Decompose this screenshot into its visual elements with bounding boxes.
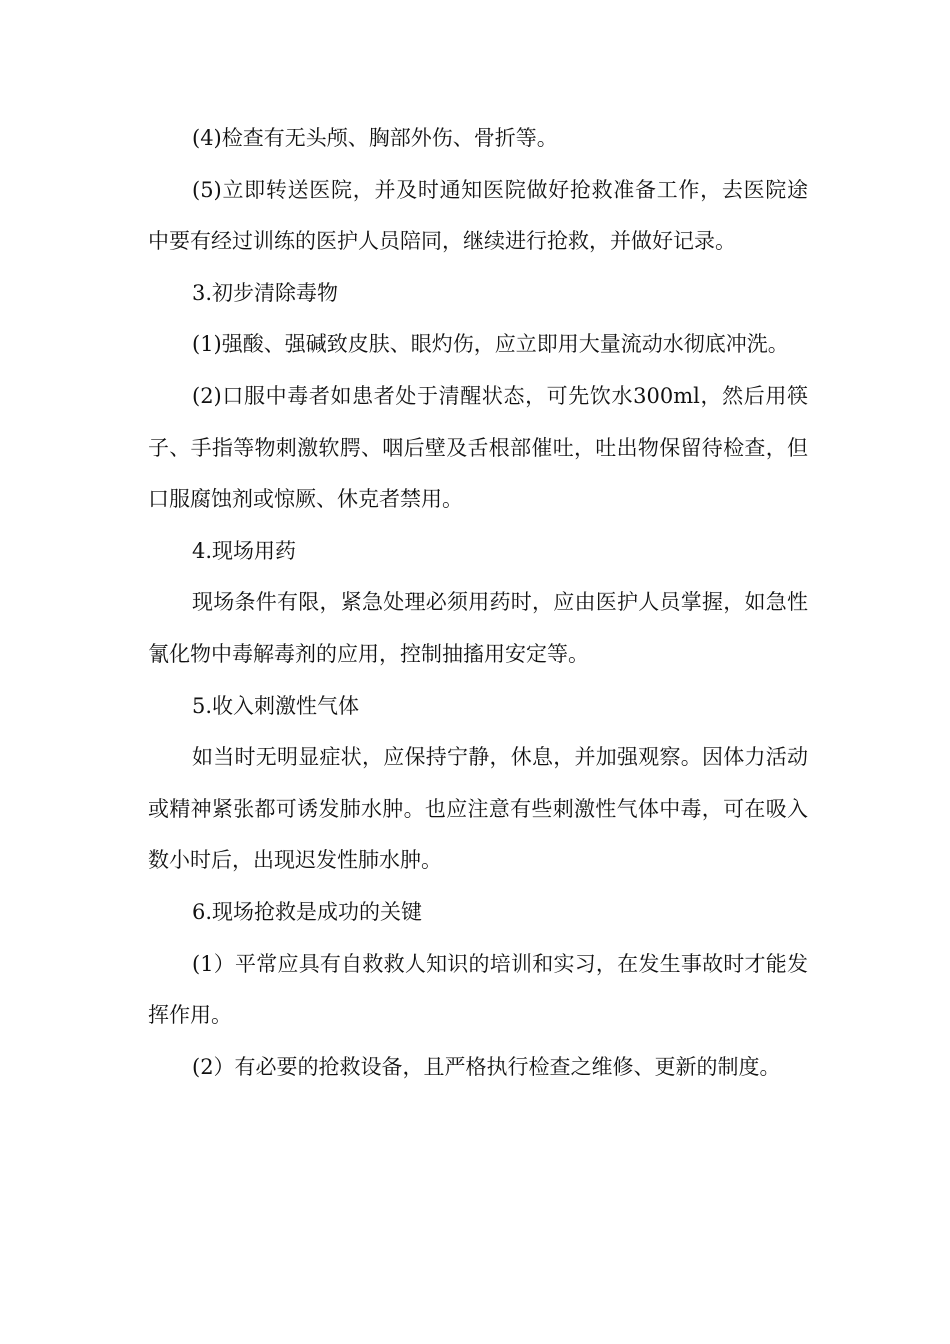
- document-body: [148, 113, 808, 1093]
- paragraph-3-2: (2)口服中毒者如患者处于清醒状态，可先饮水300ml，然后用筷子、手指等物刺激软腭、咽后壁及舌根部催吐，吐出物保留待检查，但口服腐蚀剂或惊厥、休克者禁用。: [148, 383, 808, 512]
- section-heading-5: 5.收入刺激性气体: [192, 693, 360, 718]
- paragraph-6-1: (1）平常应具有自救救人知识的培训和实习，在发生事故时才能发挥作用。: [148, 951, 808, 1028]
- paragraph-step-4: (4)检查有无头颅、胸部外伤、骨折等。: [192, 126, 558, 150]
- section-heading-3: 3.初步清除毒物: [192, 280, 339, 305]
- paragraph-6-2: (2）有必要的抢救设备，且严格执行检查之维修、更新的制度。: [192, 1054, 781, 1079]
- paragraph-5-body: 如当时无明显症状，应保持宁静，休息，并加强观察。因体力活动或精神紧张都可诱发肺水肿。也应注意有些刺激性气体中毒，可在吸入数小时后，出现迟发性肺水肿。: [148, 745, 808, 873]
- paragraph-step-5: (5)立即转送医院，并及时通知医院做好抢救准备工作，去医院途中要有经过训练的医护人员陪同，继续进行抢救，并做好记录。: [148, 177, 808, 254]
- section-heading-4: 4.现场用药: [192, 538, 297, 563]
- section-heading-6: 6.现场抢救是成功的关键: [192, 899, 423, 924]
- paragraph-4-body: 现场条件有限，紧急处理必须用药时，应由医护人员掌握，如急性氰化物中毒解毒剂的应用，控制抽搐用安定等。: [148, 590, 808, 666]
- paragraph-3-1: (1)强酸、强碱致皮肤、眼灼伤，应立即用大量流动水彻底冲洗。: [192, 332, 789, 357]
